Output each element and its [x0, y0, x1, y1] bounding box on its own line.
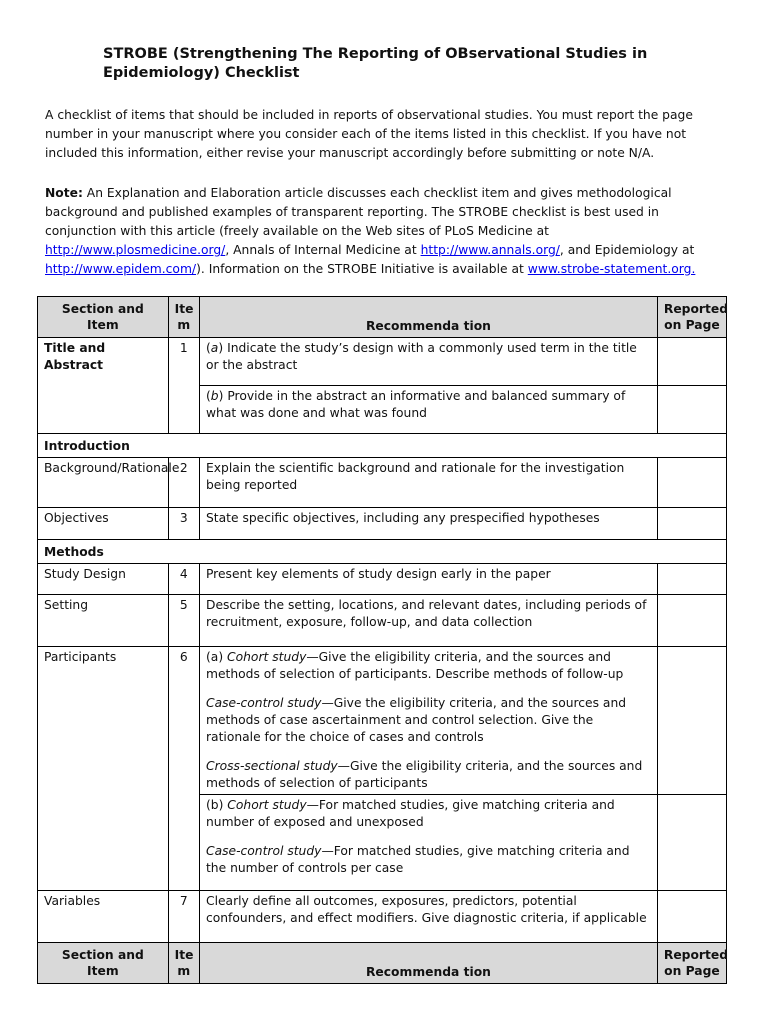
rec-label: (a) — [205, 650, 228, 664]
rec-design-label: Case-control study — [205, 844, 322, 858]
rec-text: —Give the eligibility criteria, and the sources and methods of selection of participants. Describe methods of follow-up — [205, 650, 624, 681]
recommendation-cell: Clearly define all outcomes, exposures, predictors, potential confounders, and effect modifiers. Give diagnostic criteria, if applicable — [199, 891, 657, 943]
group-row-introduction — [38, 434, 727, 458]
group-row-methods — [38, 540, 727, 564]
header-item: Ite m — [168, 297, 199, 338]
item-number: 7 — [168, 891, 199, 943]
rec-text: Indicate the study’s design with a commonly used term in the title or the abstract — [205, 341, 637, 372]
epidem-link[interactable]: http://www.epidem.com/ — [45, 262, 197, 276]
rec-label: (b) — [205, 798, 228, 812]
recommendation-cell: (b) Provide in the abstract an informative and balanced summary of what was done and what was found — [199, 386, 657, 434]
rec-paragraph — [206, 797, 651, 831]
item-number: 6 — [168, 647, 199, 891]
section-label: Participants — [38, 647, 169, 891]
note-paragraph — [45, 184, 725, 279]
rec-design-label: Cohort study — [227, 650, 307, 664]
recommendation-cell: Present key elements of study design early in the paper — [199, 564, 657, 595]
reported-page-cell[interactable] — [657, 508, 726, 540]
recommendation-cell: State specific objectives, including any prespecified hypotheses — [199, 508, 657, 540]
plos-medicine-link[interactable]: http://www.plosmedicine.org/ — [45, 243, 226, 257]
group-label: Methods — [38, 540, 727, 564]
reported-page-cell[interactable] — [657, 795, 726, 891]
item-number: 5 — [168, 595, 199, 647]
recommendation-cell — [199, 647, 657, 795]
group-label: Introduction — [38, 434, 727, 458]
table-row — [38, 338, 727, 386]
item-number: 3 — [168, 508, 199, 540]
intro-paragraph: A checklist of items that should be included in reports of observational studies. You must report the page number in your manuscript where you consider each of the items listed in this checklist. If you have not included this information, either revise your manuscript accordingly before submitting or note N/A. — [45, 108, 693, 160]
recommendation-cell: Describe the setting, locations, and relevant dates, including periods of recruitment, exposure, follow-up, and data collection — [199, 595, 657, 647]
annals-link[interactable]: http://www.annals.org/ — [420, 243, 560, 257]
rec-text: —Give the eligibility criteria, and the sources and methods of case ascertainment and control selection. Give the rationale for the choice of cases and controls — [205, 696, 627, 744]
reported-page-cell[interactable] — [657, 564, 726, 595]
rec-text: Provide in the abstract an informative and balanced summary of what was done and what was found — [205, 389, 626, 420]
rec-paragraph — [206, 843, 651, 877]
rec-paragraph — [206, 649, 651, 683]
reported-page-cell[interactable] — [657, 458, 726, 508]
rec-label: b — [210, 389, 219, 403]
note-text-2: , Annals of Internal Medicine at — [225, 243, 421, 257]
header-reported-page: Reported on Page — [657, 943, 726, 984]
strobe-statement-link[interactable]: www.strobe-statement.org. — [527, 262, 696, 276]
reported-page-cell[interactable] — [657, 595, 726, 647]
header-reported-page: Reported on Page — [657, 297, 726, 338]
header-item: Ite m — [168, 943, 199, 984]
table-header-row-repeat — [38, 943, 727, 984]
table-row — [38, 458, 727, 508]
table-row — [38, 508, 727, 540]
table-row — [38, 647, 727, 795]
section-label: Variables — [38, 891, 169, 943]
rec-text: —For matched studies, give matching criteria and the number of controls per case — [205, 844, 630, 875]
section-label: Objectives — [38, 508, 169, 540]
reported-page-cell[interactable] — [657, 386, 726, 434]
reported-page-cell[interactable] — [657, 891, 726, 943]
checklist-table — [37, 296, 727, 984]
section-title-abstract: Title and Abstract — [38, 338, 169, 434]
table-row — [38, 891, 727, 943]
note-text-4: ). Information on the STROBE Initiative is available at — [196, 262, 528, 276]
header-recommendation: Recommenda tion — [199, 297, 657, 338]
header-section: Section and Item — [38, 297, 169, 338]
note-text-1: An Explanation and Elaboration article discusses each checklist item and gives methodological background and published examples of transparent reporting. The STROBE checklist is best used in conjunction with this article (freely available on the Web sites of PLoS Medicine at — [45, 186, 672, 238]
rec-paragraph — [206, 758, 651, 792]
note-label: Note: — [45, 186, 83, 200]
rec-text: —Give the eligibility criteria, and the sources and methods of selection of participants — [205, 759, 643, 790]
section-label: Background/Rationale — [38, 458, 169, 508]
header-section: Section and Item — [38, 943, 169, 984]
rec-paragraph — [206, 695, 651, 746]
recommendation-cell: (a) Indicate the study’s design with a commonly used term in the title or the abstract — [199, 338, 657, 386]
section-label: Study Design — [38, 564, 169, 595]
table-row — [38, 595, 727, 647]
item-number: 1 — [168, 338, 199, 434]
rec-design-label: Cross-sectional study — [205, 759, 338, 773]
rec-design-label: Cohort study — [227, 798, 307, 812]
document-title: STROBE (Strengthening The Reporting of OBservational Studies in Epidemiology) Checklist — [103, 46, 648, 81]
reported-page-cell[interactable] — [657, 647, 726, 795]
rec-text: —For matched studies, give matching criteria and number of exposed and unexposed — [205, 798, 615, 829]
section-label: Setting — [38, 595, 169, 647]
reported-page-cell[interactable] — [657, 338, 726, 386]
recommendation-cell — [199, 795, 657, 891]
item-number: 2 — [168, 458, 199, 508]
table-header-row — [38, 297, 727, 338]
table-row — [38, 564, 727, 595]
item-number: 4 — [168, 564, 199, 595]
rec-label: a — [210, 341, 219, 355]
note-text-3: , and Epidemiology at — [559, 243, 695, 257]
recommendation-cell: Explain the scientific background and rationale for the investigation being reported — [199, 458, 657, 508]
rec-design-label: Case-control study — [205, 696, 322, 710]
header-recommendation: Recommenda tion — [199, 943, 657, 984]
